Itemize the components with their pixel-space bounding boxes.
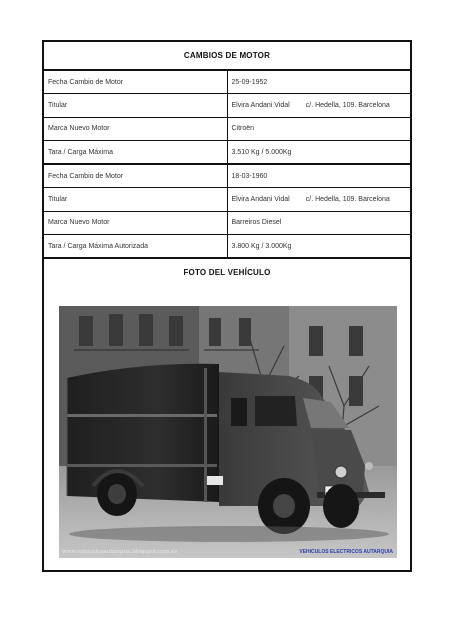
row-label: Titular xyxy=(44,188,227,212)
section-title: CAMBIOS DE MOTOR xyxy=(44,42,410,70)
row-label: Fecha Cambio de Motor xyxy=(44,70,227,94)
table-row xyxy=(44,117,410,141)
row-label: Marca Nuevo Motor xyxy=(44,117,227,141)
vehicle-photo-illustration xyxy=(59,306,397,558)
photo-section-title: FOTO DEL VEHÍCULO xyxy=(183,268,271,277)
row-value: 18-03-1960 xyxy=(227,164,410,188)
row-value: 25-09-1952 xyxy=(227,70,410,94)
table-row xyxy=(44,211,410,235)
owner-address: c/. Hedella, 109. Barcelona xyxy=(305,101,390,109)
row-value xyxy=(227,188,410,212)
row-value: 3.510 Kg / 5.000Kg xyxy=(227,141,410,165)
table-row xyxy=(44,94,410,118)
row-label: Fecha Cambio de Motor xyxy=(44,164,227,188)
table-row xyxy=(44,141,410,165)
owner-name: Elvira Andani Vidal xyxy=(231,101,290,109)
table-row xyxy=(44,235,410,259)
watermark-brand: VEHICULOS ELECTRICOS AUTARQUIA xyxy=(299,549,393,555)
engine-changes-table xyxy=(44,42,410,286)
row-value: 3.800 Kg / 3.000Kg xyxy=(227,235,410,259)
vehicle-record-sheet xyxy=(42,40,412,572)
vehicle-photo xyxy=(59,306,397,558)
row-value: Barreiros Diesel xyxy=(227,211,410,235)
watermark-url: www.vehiculosautarquia.blogspot.com.es xyxy=(62,549,178,555)
row-value: Citroën xyxy=(227,117,410,141)
owner-name: Elvira Andani Vidal xyxy=(231,195,290,203)
row-label: Marca Nuevo Motor xyxy=(44,211,227,235)
row-value xyxy=(227,94,410,118)
table-row xyxy=(44,188,410,212)
photo-header-row xyxy=(44,258,410,286)
row-label: Tara / Carga Máxima Autorizada xyxy=(44,235,227,259)
row-label: Tara / Carga Máxima xyxy=(44,141,227,165)
row-label: Titular xyxy=(44,94,227,118)
table-header-row xyxy=(44,42,410,70)
table-row xyxy=(44,164,410,188)
table-row xyxy=(44,70,410,94)
owner-address: c/. Hedella, 109. Barcelona xyxy=(305,195,390,203)
